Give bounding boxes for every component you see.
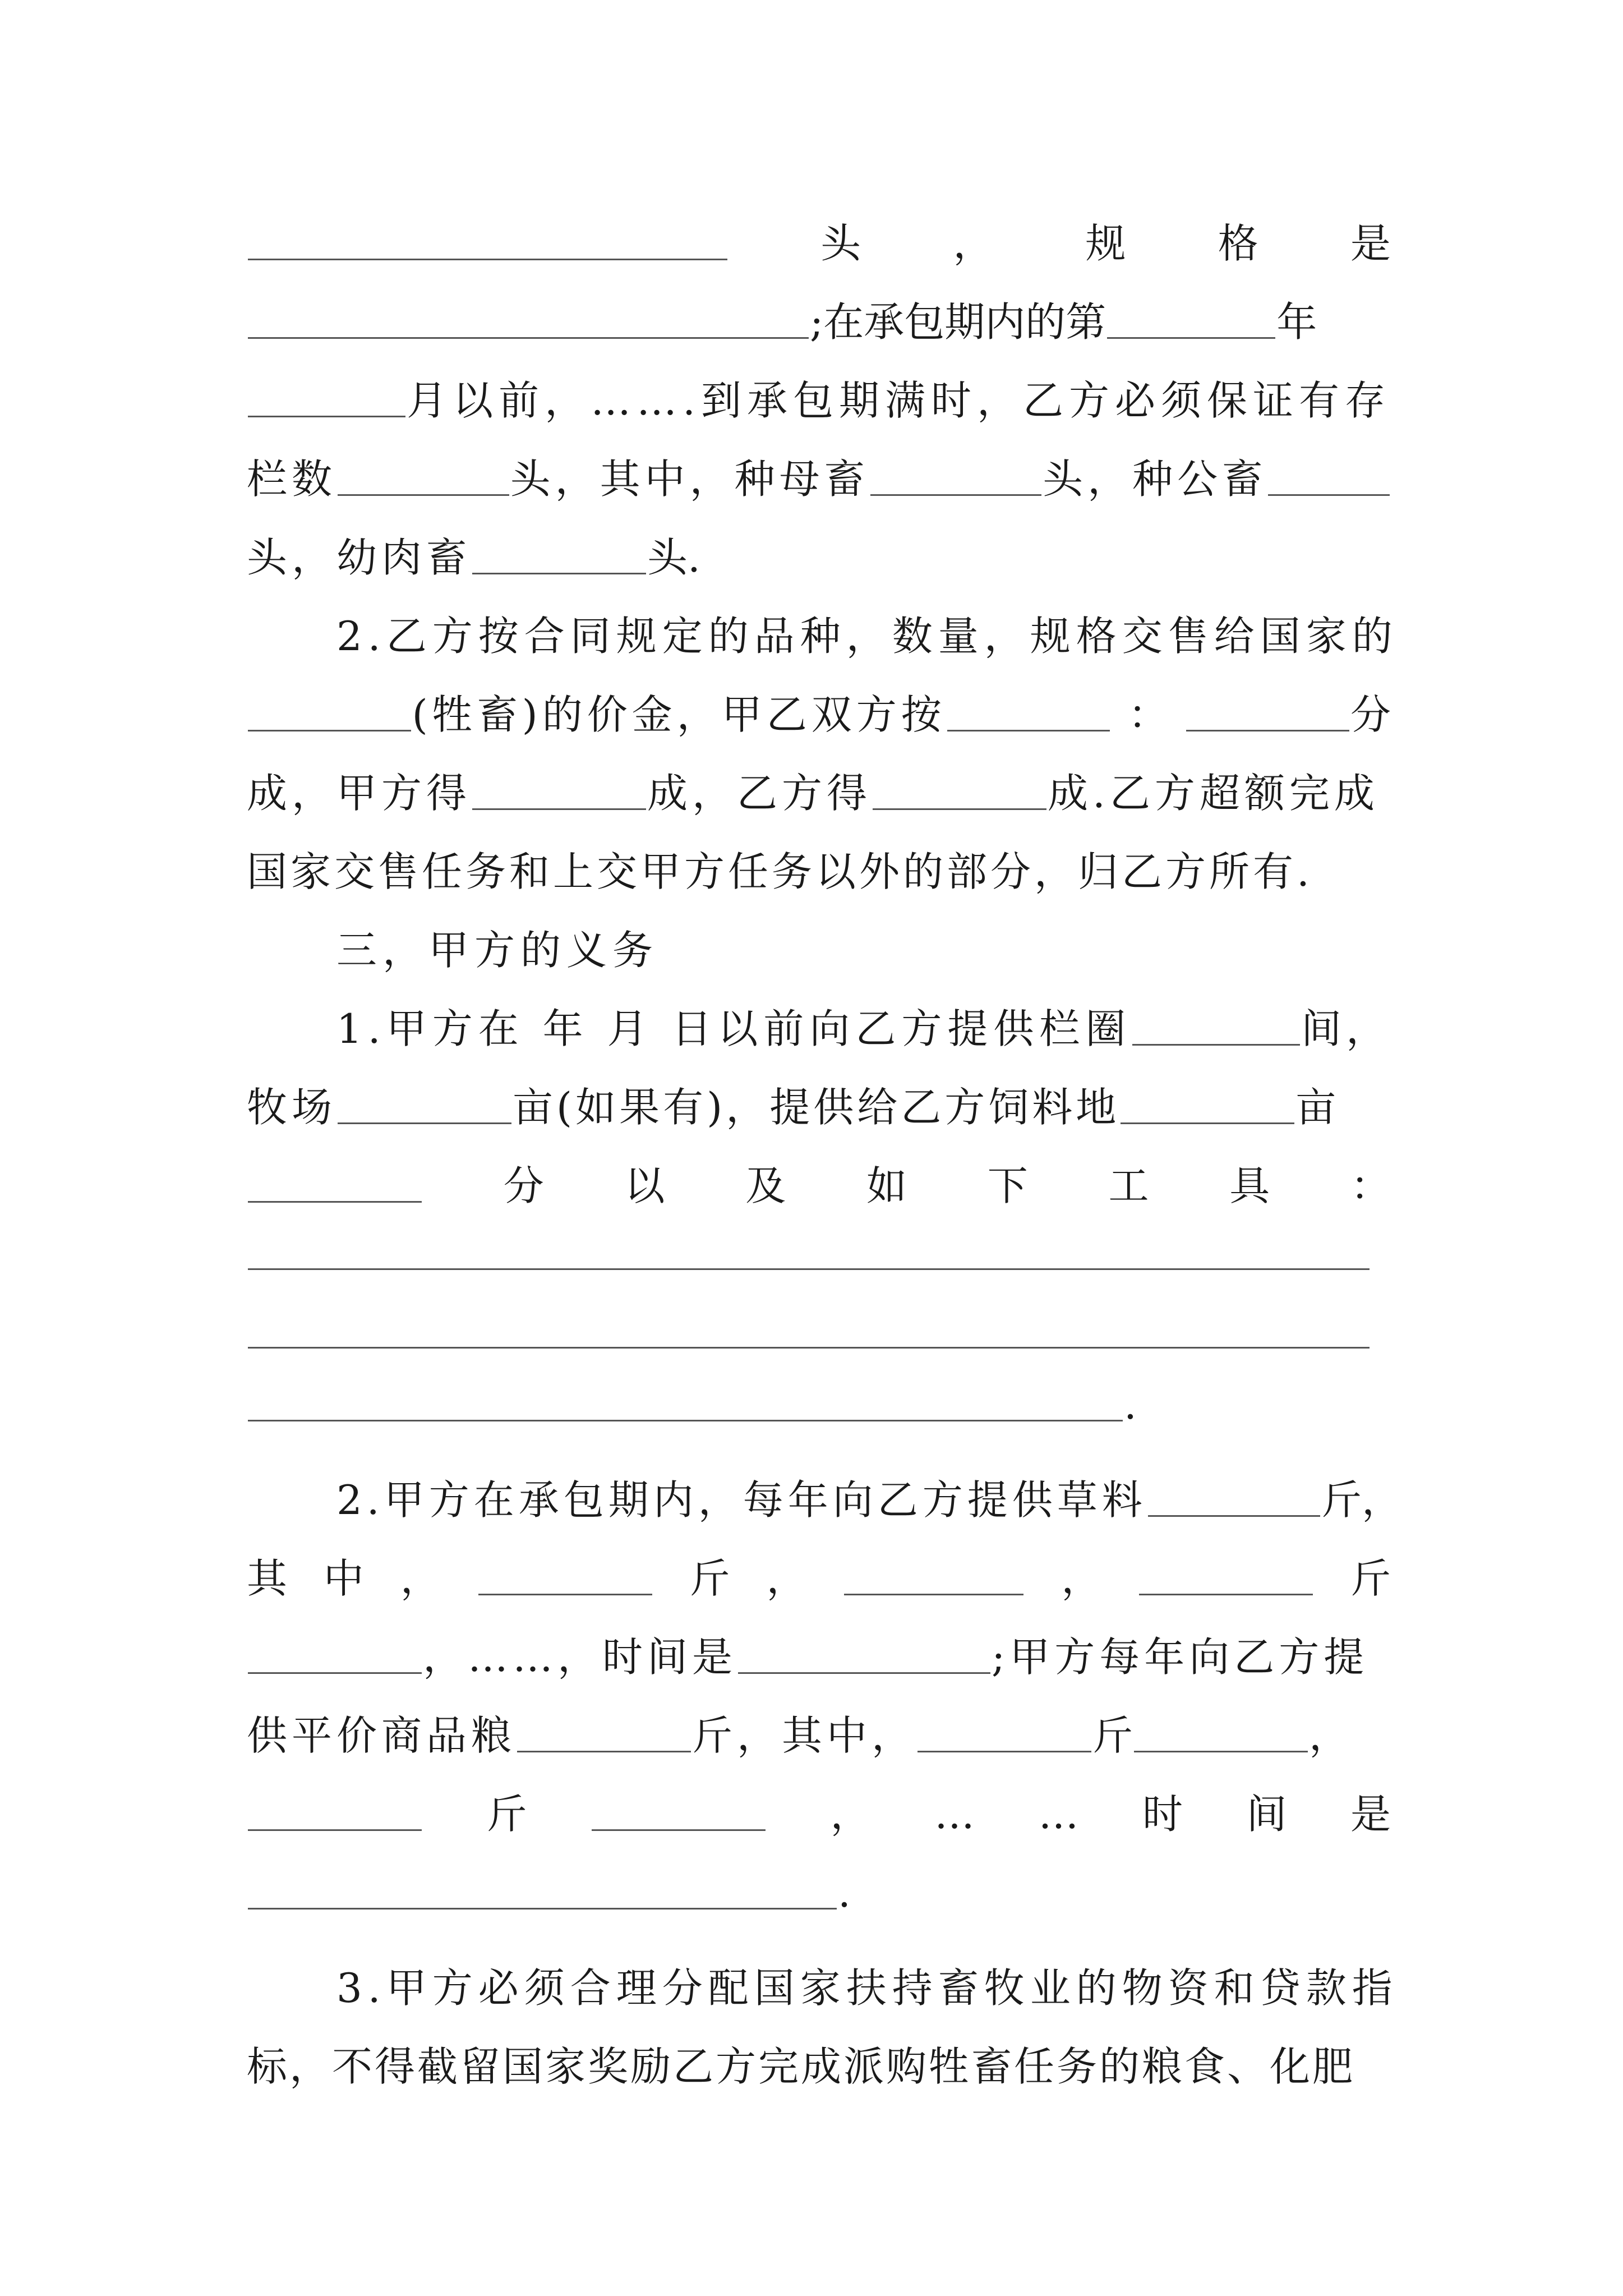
section-heading	[336, 892, 1391, 974]
text: 斤	[1350, 1555, 1391, 1602]
text: 是	[1350, 1791, 1391, 1838]
line-8	[247, 735, 1391, 817]
text: 头	[820, 220, 861, 267]
line-1	[247, 185, 1391, 267]
blank	[1121, 1121, 1294, 1124]
text: 供平价商品粮	[247, 1712, 517, 1759]
text: 间	[1246, 1791, 1287, 1838]
line-22	[247, 1834, 1391, 1916]
line-15	[247, 1273, 1391, 1352]
text: 斤	[689, 1555, 730, 1602]
blank	[1132, 1043, 1300, 1046]
line-14	[247, 1195, 1391, 1273]
line-17	[336, 1442, 1402, 1524]
blank	[1134, 1750, 1308, 1752]
text: ：	[1350, 1162, 1391, 1209]
blank	[248, 1671, 422, 1674]
text: 工	[1108, 1162, 1149, 1209]
text: 斤，其中，	[692, 1712, 917, 1759]
text: 亩(如果有)，提供给乙方饲料地	[513, 1084, 1120, 1131]
line-7	[247, 656, 1391, 738]
blank	[1148, 1514, 1320, 1517]
text: 国家交售任务和上交甲方任务以外的部分，归乙方所有.	[247, 848, 1313, 895]
text: 2.甲方在承包期内，每年向乙方提供草料	[336, 1476, 1147, 1524]
line-18	[247, 1520, 1391, 1602]
text: 月以前，…….到承包期满时，乙方必须保证有存	[407, 377, 1391, 424]
blank	[844, 1593, 1023, 1595]
line-12	[247, 1049, 1391, 1131]
text: 下	[987, 1162, 1028, 1209]
text: 分	[503, 1162, 544, 1209]
text: ，	[1061, 1555, 1102, 1602]
text: 及	[745, 1162, 786, 1209]
text: ：	[1128, 691, 1169, 738]
text: 以	[624, 1162, 665, 1209]
blank	[338, 1121, 511, 1124]
blank	[472, 807, 646, 810]
blank	[248, 1907, 837, 1910]
line-23	[336, 1930, 1398, 2012]
text: 其	[247, 1555, 288, 1602]
text: .	[838, 1869, 851, 1916]
line-16	[247, 1346, 1391, 1428]
text: …	[1038, 1791, 1079, 1838]
text: 1.甲方在 年 月 日以前向乙方提供栏圈	[336, 1005, 1132, 1052]
text: ，	[400, 1555, 441, 1602]
text: 头，幼肉畜	[247, 534, 472, 581]
text: …	[934, 1791, 975, 1838]
line-6	[336, 578, 1398, 660]
text: 时	[1142, 1791, 1183, 1838]
blank	[947, 729, 1110, 731]
text: 牧场	[247, 1084, 337, 1131]
text: 是	[1350, 220, 1391, 267]
blank	[738, 1671, 990, 1674]
blank	[1186, 729, 1349, 731]
text: (牲畜)的价金，甲乙双方按	[412, 691, 946, 738]
blank	[478, 1593, 652, 1595]
text: 头，种公畜	[1043, 455, 1267, 503]
line-5	[247, 499, 1391, 581]
blank	[472, 572, 646, 574]
text: 成，甲方得	[247, 770, 472, 817]
text: 斤，	[1321, 1476, 1402, 1524]
text: 中	[323, 1555, 364, 1602]
blank	[248, 1828, 422, 1831]
blank	[248, 729, 411, 731]
blank	[917, 1750, 1091, 1752]
blank	[873, 807, 1046, 810]
line-21	[247, 1756, 1391, 1838]
blank	[248, 257, 727, 260]
text: 分	[1350, 691, 1391, 738]
line-2	[247, 264, 1391, 346]
blank	[248, 1419, 1123, 1421]
line-9	[247, 813, 1391, 895]
text: ，	[830, 1791, 871, 1838]
text: 栏数	[247, 455, 337, 503]
blank	[592, 1828, 766, 1831]
blank	[1107, 336, 1275, 339]
text: ，	[1309, 1712, 1350, 1759]
line-11	[336, 970, 1391, 1052]
text: 具	[1229, 1162, 1270, 1209]
text: 规	[1085, 220, 1126, 267]
text: 年	[1276, 298, 1317, 346]
text: 三，甲方的义务	[336, 927, 659, 974]
text: 2.乙方按合同规定的品种，数量，规格交售给国家的	[336, 613, 1398, 660]
text: 成.乙方超额完成	[1048, 770, 1379, 817]
line-3	[247, 342, 1391, 424]
blank	[248, 336, 809, 339]
text: 头.	[647, 534, 700, 581]
blank	[1139, 1593, 1313, 1595]
text: .	[1124, 1381, 1137, 1428]
blank	[870, 493, 1042, 496]
blank	[517, 1750, 691, 1752]
text: 标，不得截留国家奖励乙方完成派购牲畜任务的粮食、化肥	[247, 2043, 1355, 2090]
blank	[1268, 493, 1390, 496]
text: ，	[953, 220, 994, 267]
text: ，	[766, 1555, 807, 1602]
text: 头，其中，种母畜	[510, 455, 869, 503]
text: 格	[1218, 220, 1258, 267]
blank	[248, 415, 405, 417]
text: ，……，时间是	[423, 1634, 737, 1681]
text: 如	[866, 1162, 907, 1209]
text: 亩	[1295, 1084, 1336, 1131]
text: 成，乙方得	[647, 770, 872, 817]
blank	[248, 1267, 1370, 1270]
text: ;甲方每年向乙方提	[992, 1634, 1369, 1681]
blank	[338, 493, 509, 496]
text: 斤	[1092, 1712, 1133, 1759]
text: ;在承包期内的第	[810, 298, 1106, 346]
line-24	[247, 2008, 1391, 2090]
text: 间，	[1301, 1005, 1391, 1052]
line-4	[247, 421, 1391, 503]
text: 3.甲方必须合理分配国家扶持畜牧业的物资和贷款指	[336, 1964, 1398, 2012]
line-20	[247, 1677, 1391, 1759]
text: 斤	[486, 1791, 527, 1838]
line-13	[247, 1128, 1391, 1209]
line-19	[247, 1599, 1391, 1681]
